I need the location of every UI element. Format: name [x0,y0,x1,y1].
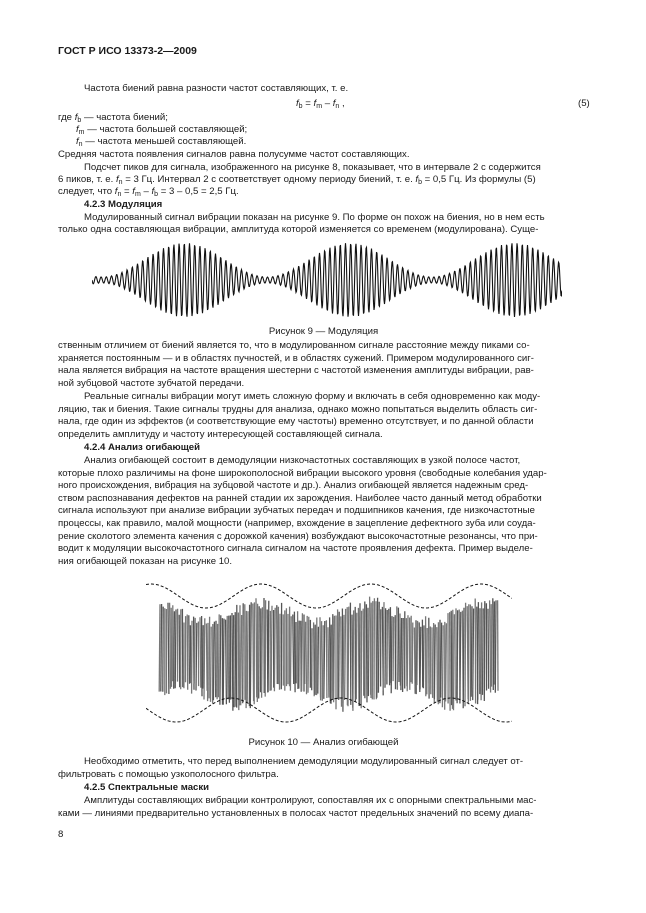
signal-stroke [211,627,212,702]
signal-stroke [450,612,451,711]
document-header: ГОСТ Р ИСО 13373-2—2009 [58,45,197,57]
signal-stroke [253,604,254,702]
signal-stroke [434,625,435,700]
signal-stroke [235,612,236,707]
signal-stroke [271,606,272,691]
s423-paragraph-1: ственным отличием от биений является то, что в модулированном сигнале расстояние между пиками со- храняется постоянным — и в областях пучностей, и в областях сужений. Примером модулированного сиг- нала является вибрация на частоте вращения шестерни с частотой изменения амплитуды вибрации, рав- ной зубцовой частоте зубчатой передачи. [58,340,534,389]
signal-stroke [322,625,323,701]
signal-stroke [179,615,180,687]
signal-stroke [294,612,295,693]
s423-line-1: Модулированный сигнал вибрации показан на рисунке 9. По форме он похож на биения, но в нем есть [84,212,545,223]
signal-stroke [256,598,257,697]
signal-stroke [363,609,364,696]
signal-stroke [307,616,308,694]
formula-number: (5) [578,98,590,109]
signal-stroke [432,627,433,698]
signal-stroke [494,601,495,684]
signal-stroke [204,618,205,699]
formula-5: $f_b = f_m - f_n$ , [296,98,345,110]
count-para-line-1: Подсчет пиков для сигнала, изображенного на рисунке 8, показывает, что в интервале 2 с содержится [84,162,541,173]
signal-stroke [483,608,484,695]
signal-stroke [372,601,373,699]
signal-stroke [493,598,494,690]
signal-stroke [460,612,461,704]
signal-stroke [463,608,464,709]
signal-stroke [391,616,392,693]
signal-stroke [274,608,275,692]
signal-stroke [378,602,379,693]
signal-stroke [305,622,306,684]
signal-stroke [457,610,458,703]
signal-stroke [324,621,325,699]
signal-stroke [468,604,469,703]
where-item-fb: где $f_b$ — частота биений; [58,112,168,124]
intro-text: Частота биений равна разности частот составляющих, т. е. [84,83,349,94]
figure-10-envelope [146,580,512,728]
signal-stroke [383,602,384,691]
signal-stroke [437,627,438,702]
count-para-line-3: следует, что $f_n = f_m - f_b = 3 - 0,5 = 2,5$ Гц. [58,186,239,198]
signal-stroke [314,622,315,696]
signal-stroke [277,605,278,684]
signal-stroke [420,627,421,690]
signal-stroke [398,608,399,682]
upper-envelope-line [146,584,512,608]
mean-frequency-text: Средняя частота появления сигналов равна полусумме частот составляющих. [58,149,410,160]
signal-stroke [241,615,242,705]
s425-paragraph: Амплитуды составляющих вибрации контролируют, сопоставляя их с опорными спектральными мас- ками — линиями предварительно установленных в полосах частот предельных значений по всему диапа- [58,795,537,819]
signal-stroke [247,611,248,703]
figure-9-caption: Рисунок 9 — Модуляция [268,326,379,337]
figure-10-caption: Рисунок 10 — Анализ огибающей [248,737,399,748]
signal-stroke [268,601,269,692]
s424-paragraph: Анализ огибающей состоит в демодуляции низкочастотных составляющих в узкой полосе частот, которые плохо различимы на фоне широкополосной вибрации высокого уровня (свободные колебания удар- ного происхождения, вибрация на зубцовой частоте и др.). Анализ огибающей является надежным сред- ством распознавания дефектов на ранней стадии их зарождения. Наиболее часто данный метод обработки сигнала используют при анализе вибрации зубчатых передач и подшипников качения, где низкочастотные процессы, как правило, малой мощности (например, вхождение в зацепление дефектного зуба или соуда- рение сколотого элемента качения с дорожкой качения) возбуждают высокочастотные резонансы, что при- водит к модуляции высокочастотного сигнала сигналом на частоте проявления дефекта. Пример выделе- ния огибающей показан на рисунке 10. [58,455,547,567]
signal-stroke [330,617,331,703]
signal-stroke [417,621,418,685]
signal-stroke [495,600,496,692]
signal-stroke [471,606,472,697]
signal-stroke [187,615,188,690]
signal-stroke [358,608,359,706]
signal-stroke [377,598,378,698]
signal-stroke [465,603,466,707]
signal-stroke [366,604,367,702]
signal-texture [159,597,498,712]
signal-stroke [385,608,386,688]
signal-stroke [490,600,491,692]
signal-stroke [481,602,482,700]
signal-stroke [397,606,398,689]
signal-stroke [290,616,291,691]
figure-9-modulation [92,240,562,320]
signal-stroke [484,601,485,701]
where-item-fm: $f_m$ — частота большей составляющей; [76,124,248,136]
signal-stroke [488,609,489,689]
signal-stroke [209,617,210,699]
where-item-fn: $f_n$ — частота меньшей составляющей. [76,136,247,148]
s423-paragraph-2: Реальные сигналы вибрации могут иметь сложную форму и включать в себя одновременно как моду- ляцию, так и биения. Такие сигналы трудны для анализа, однако можно попытаться выделить область сиг- нала, где один из эффектов (и соответствующие ему частоты) временно отсутствует, и по данной области определить амплитуду и частоту интересующей составляющей сигнала. [58,391,541,440]
signal-stroke [393,617,394,681]
signal-stroke [159,604,160,691]
signal-stroke [478,602,479,704]
signal-stroke [168,603,169,694]
signal-stroke [345,609,346,700]
signal-stroke [423,625,424,688]
signal-stroke [441,623,442,698]
signal-stroke [262,607,263,697]
signal-stroke [407,615,408,691]
signal-stroke [293,615,294,685]
signal-stroke [321,621,322,700]
signal-stroke [170,603,171,689]
signal-stroke [318,627,319,694]
section-4-2-3-heading: 4.2.3 Модуляция [84,199,163,210]
count-para-line-2: 6 пиков, т. е. $f_n = 3$ Гц. Интервал 2 с соответствует одному периоду биений, т. е. $f_b = 0,5$ Гц. Из формулы (5) [58,174,536,186]
signal-stroke [161,604,162,692]
signal-stroke [189,615,190,684]
signal-stroke [175,610,176,689]
signal-stroke [454,614,455,710]
signal-stroke [190,625,191,683]
signal-stroke [302,613,303,691]
signal-stroke [473,609,474,701]
signal-stroke [403,618,404,692]
signal-stroke [353,610,354,711]
signal-stroke [227,616,228,699]
signal-stroke [234,615,235,707]
signal-stroke [412,623,413,684]
signal-stroke [339,612,340,700]
signal-stroke [229,616,230,703]
signal-stroke [341,616,342,706]
signal-stroke [206,624,207,691]
signal-stroke [328,627,329,697]
signal-stroke [326,620,327,698]
signal-stroke [226,620,227,705]
signal-stroke [401,618,402,690]
signal-stroke [356,613,357,700]
signal-stroke [218,614,219,697]
signal-stroke [259,606,260,698]
modulated-signal-wave [92,243,562,317]
signal-stroke [217,624,218,699]
signal-stroke [174,611,175,688]
page-number: 8 [58,829,64,840]
signal-stroke [308,617,309,693]
signal-stroke [194,618,195,684]
signal-stroke [200,617,201,688]
signal-stroke [334,616,335,703]
s423-line-2: только одна составляющая вибрации, амплитуда которой изменяется со временем (модулирована). Суще- [58,224,539,235]
demodulation-note: Необходимо отметить, что перед выполнением демодуляции модулированный сигнал следует от- фильтровать с помощью узкополосного фильтра. [58,756,524,780]
signal-stroke [232,613,233,711]
signal-stroke [389,609,390,686]
signal-stroke [203,625,204,689]
signal-stroke [213,622,214,701]
signal-stroke [196,623,197,691]
signal-stroke [280,614,281,690]
section-4-2-4-heading: 4.2.4 Анализ огибающей [84,442,201,453]
signal-stroke [223,619,224,705]
section-4-2-5-heading: 4.2.5 Спектральные маски [84,782,210,793]
signal-stroke [446,623,447,701]
signal-stroke [414,628,415,694]
signal-stroke [220,615,221,705]
signal-stroke [348,607,349,707]
signal-stroke [250,602,251,708]
signal-stroke [442,625,443,707]
signal-stroke [243,603,244,703]
